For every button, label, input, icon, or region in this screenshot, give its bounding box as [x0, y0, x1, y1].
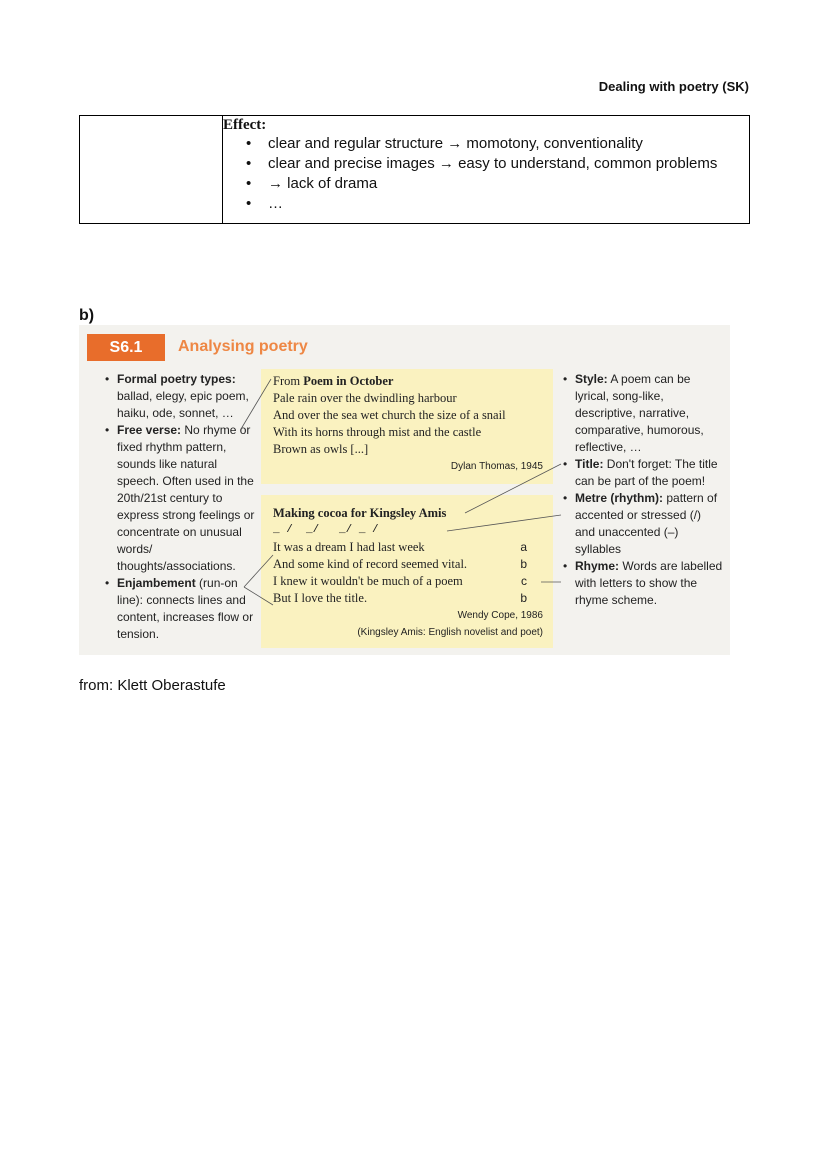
effect-list-item: • … [268, 194, 749, 214]
poem-line: And some kind of record seemed vital. b [273, 557, 527, 571]
annotation-connectors [79, 325, 730, 655]
note-enjambement: • Enjambement (run-on line): connects lines and content, increases flow or tension. [105, 575, 255, 643]
poem-line: But I love the title. b [273, 591, 527, 605]
note-title: • Title: Don't forget: The title can be part of the poem! [563, 456, 723, 490]
note-metre: • Metre (rhythm): pattern of accented or stressed (/) and unaccented (–) syllables [563, 490, 723, 558]
effect-table [79, 115, 750, 224]
textbook-excerpt [79, 325, 730, 655]
rhyme-letter: a [520, 540, 527, 554]
effect-list-item: • → lack of drama [268, 174, 749, 194]
section-title: Analysing poetry [178, 338, 308, 355]
poem-title: Making cocoa for Kingsley Amis [273, 506, 447, 520]
page-header-title: Dealing with poetry (SK) [598, 79, 749, 94]
poem-line: I knew it wouldn't be much of a poem c [273, 574, 527, 588]
poem-line: Pale rain over the dwindling harbour [273, 391, 457, 405]
rhyme-letter: b [520, 557, 527, 571]
effect-table-content-cell [223, 116, 750, 224]
note-style: • Style: A poem can be lyrical, song-like, descriptive, narrative, comparative, humorous, reflective, … [563, 371, 723, 456]
effect-list-item: • clear and precise images → easy to understand, common problems [268, 154, 749, 174]
connector-enj-to-poem2-lower [244, 587, 273, 605]
metre-marks: _ / _/ _/ _ / [273, 524, 379, 536]
poem-line: Brown as owls [...] [273, 442, 369, 456]
connector-enj-to-poem2 [244, 555, 273, 587]
rhyme-letter: b [520, 591, 527, 605]
effect-list [223, 134, 749, 214]
rhyme-letter: c [521, 574, 527, 588]
poem-line: It was a dream I had last week a [273, 540, 527, 554]
poem-title: From Poem in October [273, 374, 394, 388]
poem-credit: Wendy Cope, 1986 [457, 610, 543, 621]
note-formal-types: • Formal poetry types: ballad, elegy, epic poem, haiku, ode, sonnet, … [105, 371, 255, 422]
connector-formal-to-poem1 [241, 379, 271, 429]
effect-table-empty-cell [80, 116, 223, 224]
source-citation: from: Klett Oberastufe [79, 677, 226, 694]
poem-line: With its horns through mist and the castle [273, 425, 482, 439]
part-b-label: b) [79, 307, 95, 324]
connector-metre-to-poem2 [447, 515, 561, 531]
effect-heading: Effect: [223, 117, 267, 133]
poem-line: And over the sea wet church the size of a snail [273, 408, 506, 422]
connector-title-to-poem2 [465, 464, 561, 513]
note-rhyme: • Rhyme: Words are labelled with letters to show the rhyme scheme. [563, 558, 723, 609]
section-number-badge: S6.1 [87, 334, 165, 361]
note-free-verse: • Free verse: No rhyme or fixed rhythm pattern, sounds like natural speech. Often used in the 20th/21st century to express strong feelings or concentrate on unusual words/ thoughts/associations. [105, 422, 255, 575]
effect-list-item: • clear and regular structure → momotony, conventionality [268, 134, 749, 154]
poem-credit: Dylan Thomas, 1945 [450, 461, 543, 472]
poem-note: (Kingsley Amis: English novelist and poet) [357, 627, 543, 638]
